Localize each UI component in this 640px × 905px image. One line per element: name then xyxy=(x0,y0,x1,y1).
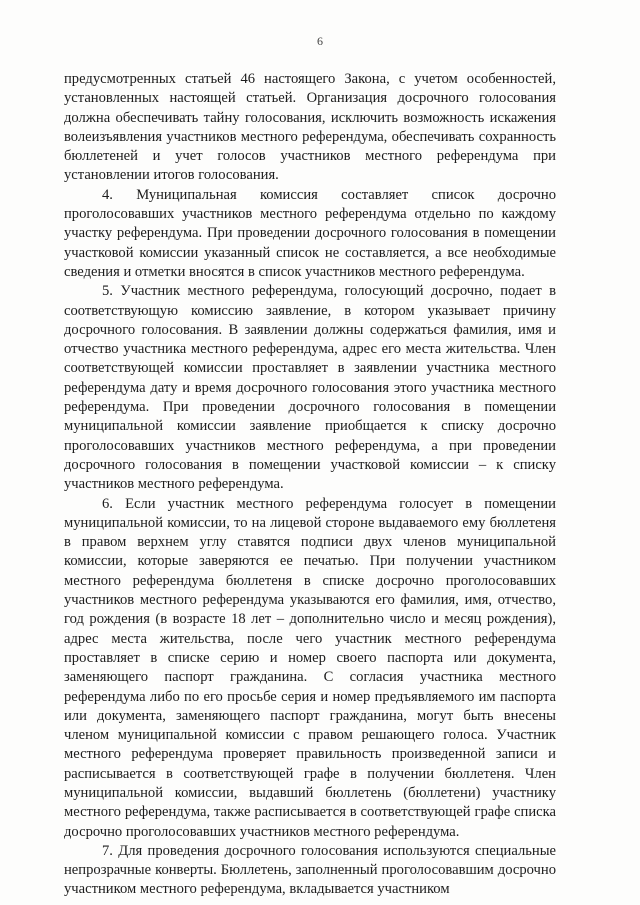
page-number: 6 xyxy=(317,34,323,48)
paragraph-item-6: 6. Если участник местного референдума голосует в помещении муниципальной комиссии, то на лицевой стороне выдаваемого ему бюллетеня в правом верхнем углу ставятся подписи двух членов муниципальной комиссии, которые заверяются ее печатью. При получении участником местного референдума бюллетеня в списке досрочно проголосовавших участников местного референдума указываются его фамилия, имя, отчество, год рождения (в возрасте 18 лет – дополнительно число и месяц рождения), адрес места жительства, после чего участник местного референдума проставляет в списке серию и номер своего паспорта или документа, заменяющего паспорт гражданина. С согласия участника местного референдума либо по его просьбе серия и номер предъявляемого им паспорта или документа, заменяющего паспорт гражданина, могут быть внесены членом муниципальной комиссии с правом решающего голоса. Участник местного референдума проверяет правильность произведенной записи и расписывается в соответствующей графе в получении бюллетеня. Член муниципальной комиссии, выдавший бюллетень (бюллетени) участнику местного референдума, также расписывается в соответствующей графе списка досрочно проголосовавших участников местного референдума. xyxy=(64,495,556,840)
paragraph-item-7: 7. Для проведения досрочного голосования используются специальные непрозрачные конверты. Бюллетень, заполненный проголосовавшим досрочно участником местного референдума, вкладывается участником xyxy=(64,842,556,898)
paragraph-item-4: 4. Муниципальная комиссия составляет список досрочно проголосовавших участников местного референдума отдельно по каждому участку референдума. При проведении досрочного голосования в помещении участковой комиссии указанный список не составляется, а все необходимые сведения и отметки вносятся в список участников местного референдума. xyxy=(64,186,556,280)
paragraph-item-5: 5. Участник местного референдума, голосующий досрочно, подает в соответствующую комиссию заявление, в котором указывает причину досрочного голосования. В заявлении должны содержаться фамилия, имя и отчество участника местного референдума, адрес его места жительства. Член соответствующей комиссии проставляет в заявлении участника местного референдума дату и время досрочного голосования этого участника местного референдума. При проведении досрочного голосования в помещении муниципальной комиссии заявление приобщается к списку досрочно проголосовавших участников местного референдума, а при проведении досрочного голосования в помещении участковой комиссии – к списку участников местного референдума. xyxy=(64,283,556,493)
paragraph-continuation: предусмотренных статьей 46 настоящего Закона, с учетом особенностей, установленных настоящей статьей. Организация досрочного голосования должна обеспечивать тайну голосования, исключить возможность искажения волеизъявления участников местного референдума, обеспечивать сохранность бюллетеней и учет голосов участников местного референдума при установлении итогов голосования. xyxy=(64,71,556,184)
document-body xyxy=(64,70,556,900)
